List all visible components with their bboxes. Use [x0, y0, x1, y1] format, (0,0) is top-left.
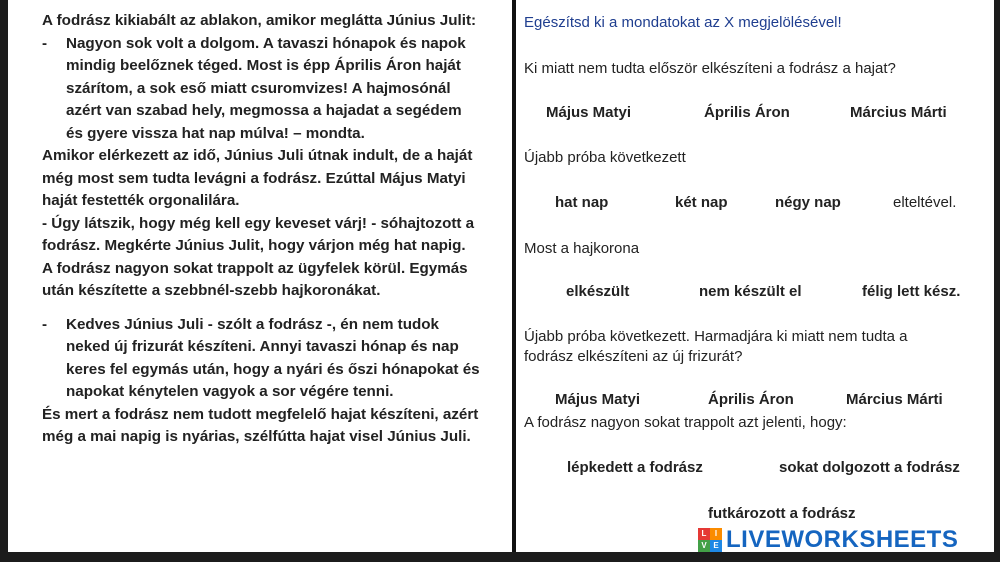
q2-option-1[interactable]: hat nap — [555, 194, 609, 211]
q1-option-2[interactable]: Április Áron — [704, 104, 790, 121]
q2-option-2[interactable]: két nap — [675, 194, 728, 211]
story-text — [42, 10, 482, 449]
logo-badge-icon — [698, 528, 722, 552]
q1-option-3[interactable]: Március Márti — [850, 104, 947, 121]
story-quote-2: - Kedves Június Juli - szólt a fodrász -, én nem tudok neked új frizurát készíteni. Annyi tavaszi hónap és nap keres fel egymás után, hogy a nyári és őszi hónapokat és napokat kénytelen vagyok a sor végére tenni. — [42, 314, 482, 404]
q4-option-1[interactable]: Május Matyi — [555, 391, 641, 408]
q4-option-2[interactable]: Április Áron — [708, 391, 794, 408]
badge-letter-l: L — [698, 528, 710, 540]
frame-right — [994, 0, 1000, 562]
q2-suffix: elteltével. — [893, 194, 957, 211]
question-4-line-2: fodrász elkészíteni az új frizurát? — [524, 348, 743, 365]
story-paragraph-3: A fodrász nagyon sokat trappolt az ügyfelek körül. Egymás után készítette a szebbnél-szebb hajkoronákat. — [42, 259, 468, 299]
q3-option-2[interactable]: nem készült el — [699, 283, 802, 300]
question-2: Újabb próba következett — [524, 149, 686, 166]
q5-option-3[interactable]: futkározott a fodrász — [708, 505, 856, 522]
q1-option-1[interactable]: Május Matyi — [546, 104, 632, 121]
story-quote-1: - Nagyon sok volt a dolgom. A tavaszi hónapok és napok mindig beelőznek téged. Most is épp Április Áron haját szárítom, a sok eső miatt csuromvizes! A hajmosónál azért van szabad hely, megmossa a hajadat a segédem és gyere vissza hat nap múlva! – mondta. — [42, 33, 482, 146]
badge-letter-e: E — [710, 540, 722, 552]
exercise-instruction: Egészítsd ki a mondatokat az X megjelölésével! — [524, 14, 842, 31]
story-paragraph-4: És mert a fodrász nem tudott megfelelő hajat készíteni, azért még a mai napig is nyárias, szélfútta hajat visel Június Juli. — [42, 405, 479, 445]
q3-option-3[interactable]: félig lett kész. — [862, 283, 961, 300]
exercise-panel — [516, 0, 1000, 562]
question-1: Ki miatt nem tudta először elkészíteni a fodrász a hajat? — [524, 60, 896, 77]
liveworksheets-logo — [698, 526, 958, 554]
q5-option-1[interactable]: lépkedett a fodrász — [567, 459, 703, 476]
question-4-line-1: Újabb próba következett. Harmadjára ki miatt nem tudta a — [524, 328, 908, 345]
q4-option-3[interactable]: Március Márti — [846, 391, 943, 408]
question-3: Most a hajkorona — [524, 240, 640, 257]
story-paragraph-1: Amikor elérkezett az idő, Június Juli útnak indult, de a haját még most sem tudta levágni a fodrász. Ezúttal Május Matyi haját festették orgonalilára. — [42, 147, 473, 209]
logo-text: LIVEWORKSHEETS — [726, 526, 959, 553]
badge-letter-v: V — [698, 540, 710, 552]
badge-letter-i: I — [710, 528, 722, 540]
story-intro: A fodrász kikiabált az ablakon, amikor meglátta Június Julit: — [42, 12, 477, 29]
question-5: A fodrász nagyon sokat trappolt azt jelenti, hogy: — [524, 414, 847, 431]
story-paragraph-2: - Úgy látszik, hogy még kell egy keveset várj! - sóhajtozott a fodrász. Megkérte Június Julit, hogy várjon még hat napig. — [42, 214, 475, 254]
frame-left — [0, 0, 8, 562]
q2-option-3[interactable]: négy nap — [775, 194, 841, 211]
q5-option-2[interactable]: sokat dolgozott a fodrász — [779, 459, 960, 476]
q3-option-1[interactable]: elkészült — [566, 283, 630, 300]
